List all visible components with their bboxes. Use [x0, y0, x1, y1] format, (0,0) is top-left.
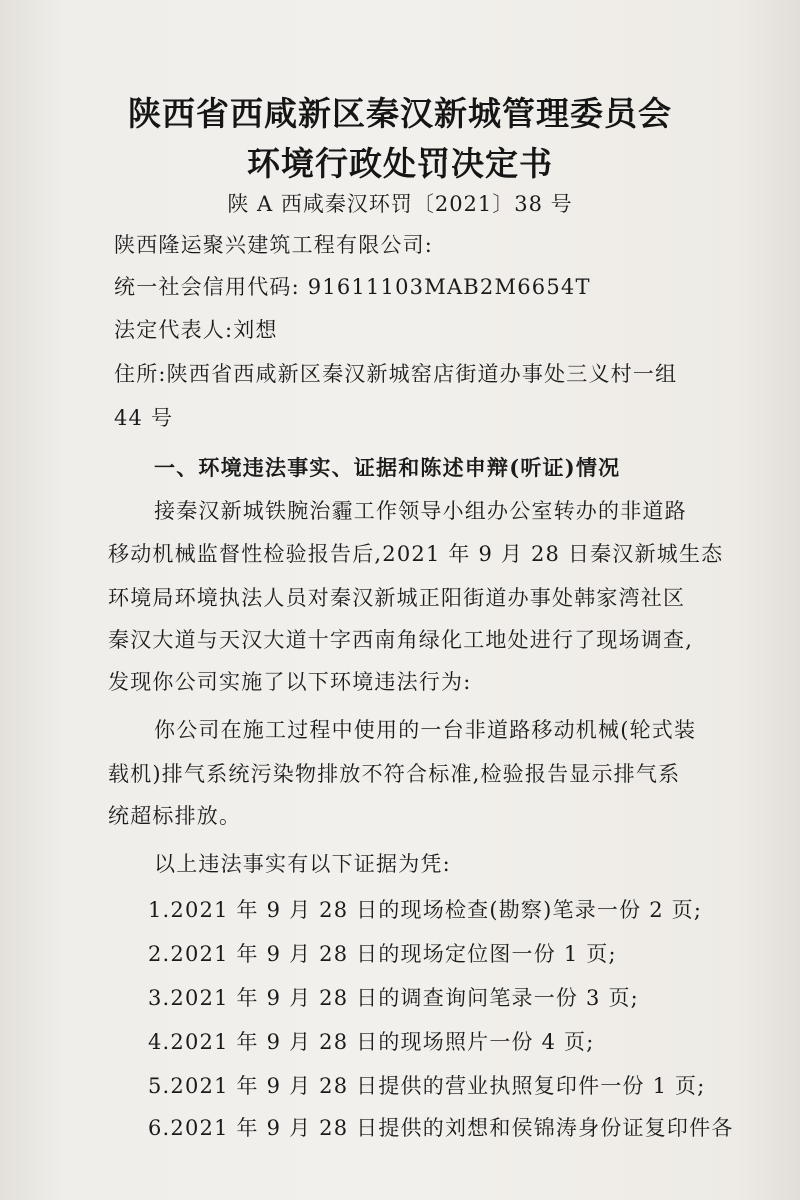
paragraph2-line: 统超标排放。: [108, 804, 242, 828]
section1-heading: 一、环境违法事实、证据和陈述申辩(听证)情况: [154, 455, 621, 480]
document-title-line1: 陕西省西咸新区秦汉新城管理委员会: [128, 94, 672, 133]
credit-code: 统一社会信用代码: 91611103MAB2M6654T: [114, 275, 591, 299]
paragraph2-line: 载机)排气系统污染物排放不符合标准,检验报告显示排气系: [108, 762, 681, 786]
paragraph1-line: 秦汉大道与天汉大道十字西南角绿化工地处进行了现场调查,: [108, 628, 694, 652]
evidence-item: 2.2021 年 9 月 28 日的现场定位图一份 1 页;: [148, 942, 617, 966]
paragraph1-line: 接秦汉新城铁腕治霾工作领导小组办公室转办的非道路: [154, 499, 687, 523]
evidence-intro: 以上违法事实有以下证据为凭:: [154, 852, 451, 876]
paragraph1-line: 环境局环境执法人员对秦汉新城正阳街道办事处韩家湾社区: [108, 586, 686, 610]
evidence-item: 4.2021 年 9 月 28 日的现场照片一份 4 页;: [148, 1030, 595, 1054]
paragraph1-line: 发现你公司实施了以下环境违法行为:: [108, 670, 472, 694]
legal-representative: 法定代表人:刘想: [114, 318, 278, 342]
paragraph2-line: 你公司在施工过程中使用的一台非道路移动机械(轮式装: [154, 718, 697, 742]
evidence-item: 3.2021 年 9 月 28 日的调查询问笔录一份 3 页;: [148, 986, 639, 1010]
evidence-item: 1.2021 年 9 月 28 日的现场检查(勘察)笔录一份 2 页;: [148, 898, 703, 922]
party-name: 陕西隆运聚兴建筑工程有限公司:: [114, 233, 434, 257]
address-line-1: 住所:陕西省西咸新区秦汉新城窑店街道办事处三义村一组: [114, 362, 678, 386]
document-title-line2: 环境行政处罚决定书: [247, 144, 553, 183]
document-number: 陕 A 西咸秦汉环罚〔2021〕38 号: [227, 192, 573, 216]
address-line-2: 44 号: [114, 406, 174, 430]
evidence-item: 5.2021 年 9 月 28 日提供的营业执照复印件一份 1 页;: [148, 1074, 706, 1098]
evidence-item: 6.2021 年 9 月 28 日提供的刘想和侯锦涛身份证复印件各: [148, 1116, 734, 1140]
paragraph1-line: 移动机械监督性检验报告后,2021 年 9 月 28 日秦汉新城生态: [108, 542, 724, 566]
